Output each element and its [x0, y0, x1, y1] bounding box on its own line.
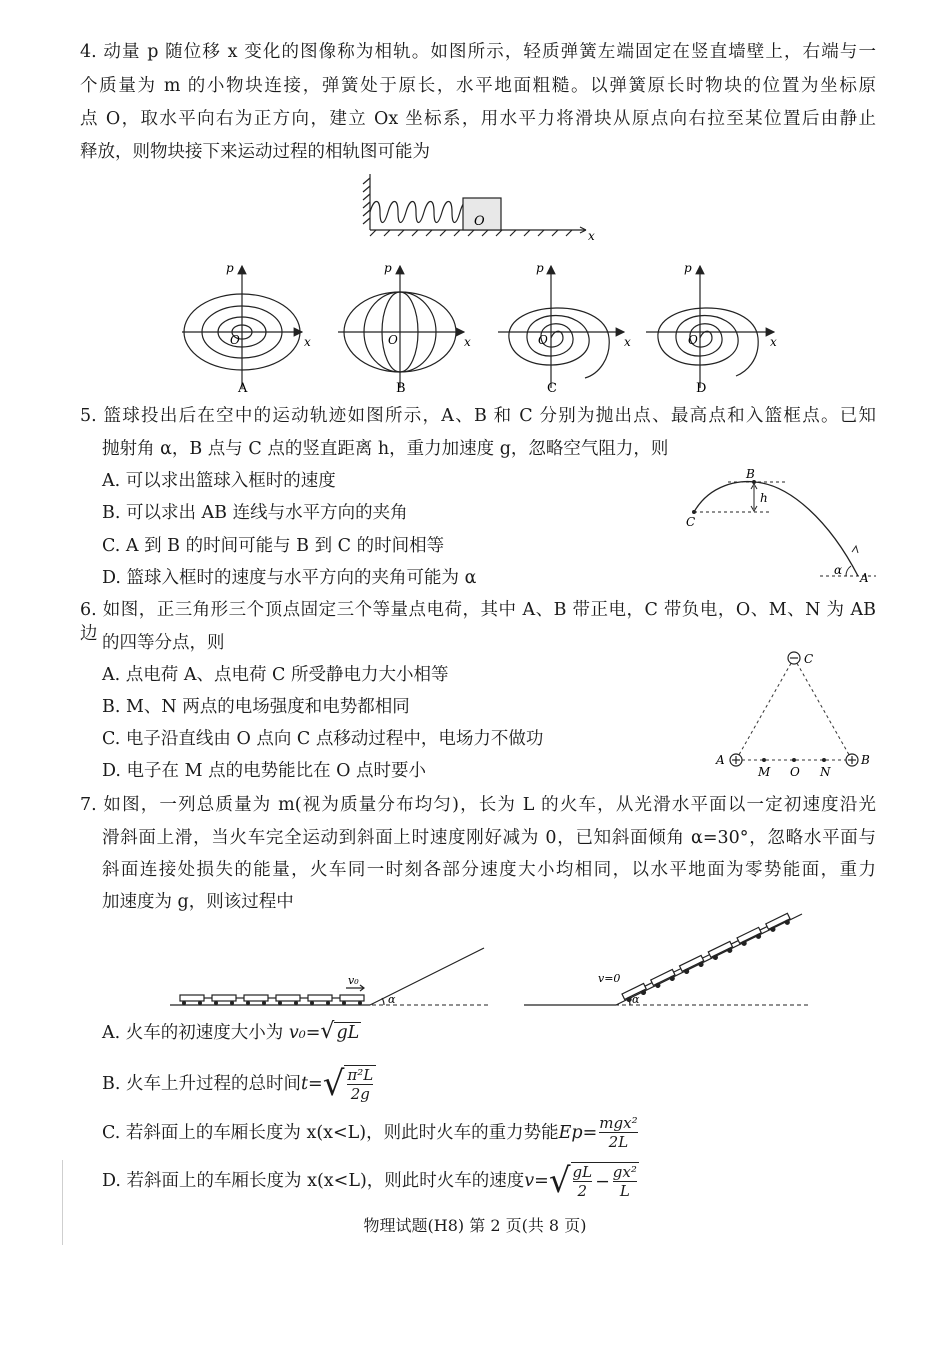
fraction-numerator: gL: [572, 1163, 593, 1181]
fraction: [344, 1065, 376, 1103]
minus-sign: −: [595, 1171, 610, 1192]
graph-c-p-label: p: [536, 261, 544, 275]
spring-figure: [360, 170, 600, 242]
q7-line1: 7. 如图，一列总质量为 m(视为质量分布均匀)，长为 L 的火车，从光滑水平面以一定初速度沿光: [80, 795, 876, 815]
slope-angle-left-label: α: [388, 993, 396, 1006]
fraction-numerator: gx²: [612, 1163, 637, 1181]
train-slope-figure: [160, 910, 810, 1010]
v0-label: v₀: [348, 974, 359, 987]
q7-option-a-text: A. 火车的初速度大小为: [102, 1023, 289, 1043]
graph-d-p-label: p: [684, 261, 692, 275]
q6-option-c: C. 电子沿直线由 O 点向 C 点移动过程中，电场力不做功: [102, 729, 544, 749]
charge-b-label: B: [861, 753, 870, 767]
graph-d-x-label: x: [770, 335, 777, 349]
q5-option-a: A. 可以求出篮球入框时的速度: [102, 471, 336, 491]
point-b-label: B: [746, 467, 755, 481]
choice-a-label: A: [238, 381, 248, 396]
point-a-label: A: [860, 571, 869, 585]
fraction-denominator: L: [619, 1182, 630, 1200]
q7-option-b: [102, 1065, 376, 1103]
q5-option-b: B. 可以求出 AB 连线与水平方向的夹角: [102, 503, 408, 523]
q4-line1: 4. 动量 p 随位移 x 变化的图像称为相轨。如图所示，轻质弹簧左端固定在竖直墙壁上，右端与一: [80, 42, 876, 62]
slope-angle-right-label: α: [632, 993, 640, 1006]
radicand: [571, 1162, 639, 1200]
charge-triangle-figure: [714, 646, 884, 780]
q7-option-d: [102, 1162, 639, 1200]
fraction-denominator: 2g: [350, 1085, 370, 1103]
point-m-label: M: [758, 765, 771, 779]
graph-b-p-label: p: [384, 261, 392, 275]
point-o-label: O: [790, 765, 800, 779]
q6-line1: 6. 如图，正三角形三个顶点固定三个等量点电荷，其中 A、B 带正电，C 带负电，O、M、N 为 AB 边: [80, 600, 876, 644]
q7-line3: 斜面连接处损失的能量，火车同一时刻各部分速度大小均相同，以水平地面为零势能面，重力: [102, 860, 876, 880]
graph-b-o-label: O: [388, 333, 398, 347]
graph-a-o-label: O: [230, 333, 240, 347]
q7-line2: 滑斜面上滑，当火车完全运动到斜面上时速度刚好减为 0，已知斜面倾角 α=30°，忽略水平面与: [102, 828, 876, 848]
q5-line2: 抛射角 α，B 点与 C 点的竖直距离 h，重力加速度 g，忽略空气阻力，则: [102, 439, 669, 459]
graph-c-x-label: x: [624, 335, 631, 349]
q4-line4: 释放，则物块接下来运动过程的相轨图可能为: [80, 142, 430, 162]
fraction: [597, 1114, 639, 1151]
v-zero-label: v=0: [598, 972, 621, 985]
q7-option-c-expr: Ep=: [558, 1122, 598, 1143]
height-h-label: h: [760, 491, 768, 505]
q6-option-a: A. 点电荷 A、点电荷 C 所受静电力大小相等: [102, 665, 449, 685]
q7-option-b-expr: t=: [301, 1074, 323, 1094]
charge-a-label: A: [716, 753, 725, 767]
q7-option-c-text: C. 若斜面上的车厢长度为 x(x<L)，则此时火车的重力势能: [102, 1122, 559, 1143]
sqrt-sign: √: [548, 1161, 571, 1201]
q6-option-d: D. 电子在 M 点的电势能比在 O 点时要小: [102, 761, 427, 781]
sqrt-sign: √: [322, 1064, 345, 1104]
q7-option-d-expr: v=: [524, 1171, 549, 1191]
basketball-trajectory-figure: [680, 467, 880, 588]
q5-option-c: C. A 到 B 的时间可能与 B 到 C 的时间相等: [102, 536, 445, 556]
page-footer: 物理试题(H8) 第 2 页(共 8 页): [363, 1216, 587, 1235]
graph-d-o-label: O: [688, 333, 698, 347]
point-c-label: C: [686, 515, 696, 529]
q7-option-a-expr: v₀=: [288, 1023, 321, 1043]
q7-option-b-text: B. 火车上升过程的总时间: [102, 1074, 301, 1094]
phase-graphs: [170, 258, 790, 398]
fraction-numerator: π²L: [347, 1066, 374, 1084]
q7-option-c: [102, 1114, 640, 1151]
fraction-denominator: 2L: [608, 1133, 629, 1151]
q7-option-d-text: D. 若斜面上的车厢长度为 x(x<L)，则此时火车的速度: [102, 1171, 525, 1191]
q7-line4: 加速度为 g，则该过程中: [102, 892, 294, 912]
fraction: [573, 1163, 593, 1200]
q7-option-a: [102, 1020, 361, 1045]
charge-c-label: C: [804, 652, 814, 666]
q6-option-b: B. M、N 两点的电场强度和电势都相同: [102, 697, 410, 717]
block-origin-label: O: [474, 214, 485, 229]
point-n-label: N: [820, 765, 831, 779]
graph-c-o-label: O: [538, 333, 548, 347]
q5-line1: 5. 篮球投出后在空中的运动轨迹如图所示，A、B 和 C 分别为抛出点、最高点和入篮框点。已知: [80, 406, 876, 426]
fraction-denominator: 2: [577, 1182, 588, 1200]
choice-d-label: D: [696, 381, 707, 396]
q4-line2: 个质量为 m 的小物块连接，弹簧处于原长，水平地面粗糙。以弹簧原长时物块的位置为坐标原: [80, 76, 876, 96]
choice-b-label: B: [396, 381, 406, 396]
q7-option-a-root: gL: [336, 1023, 360, 1043]
graph-b-x-label: x: [464, 335, 471, 349]
angle-alpha-label: α: [834, 563, 843, 577]
q6-line2: 的四等分点，则: [102, 633, 225, 653]
spring-axis-label: x: [588, 229, 595, 243]
fraction-numerator: mgx²: [599, 1114, 638, 1132]
graph-a-x-label: x: [304, 335, 311, 349]
sqrt-sign: √: [320, 1019, 335, 1044]
q5-option-d: D. 篮球入框时的速度与水平方向的夹角可能为 α: [102, 568, 477, 588]
q4-line3: 点 O，取水平向右为正方向，建立 Ox 坐标系，用水平力将滑块从原点向右拉至某位置后由静止: [80, 109, 876, 129]
graph-a-p-label: p: [226, 261, 234, 275]
fraction: [613, 1163, 637, 1200]
choice-c-label: C: [547, 381, 557, 396]
